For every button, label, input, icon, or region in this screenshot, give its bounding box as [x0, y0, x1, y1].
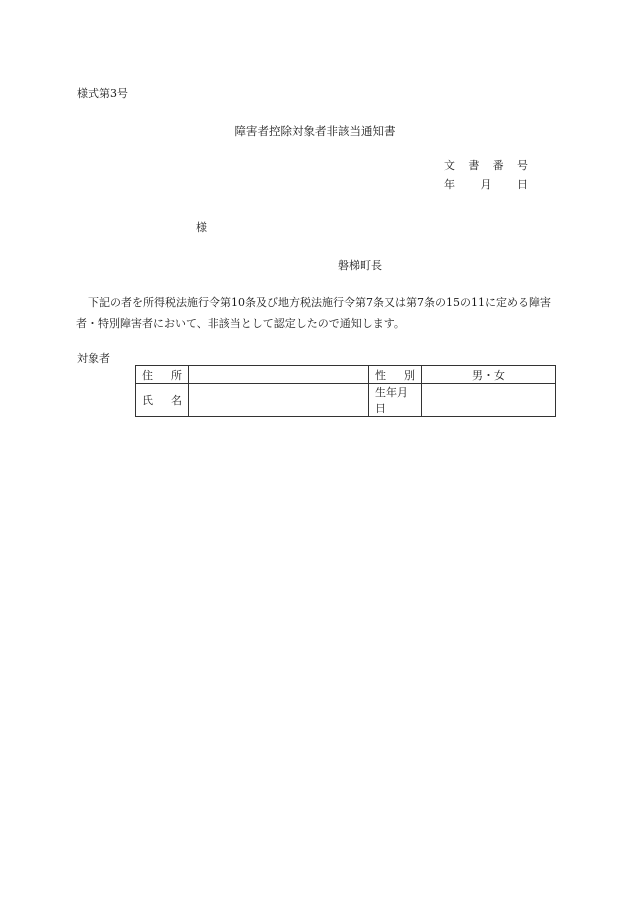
address-label-cell [136, 366, 189, 384]
doc-number-char: 番 [492, 159, 504, 172]
notice-body: 下記の者を所得税法施行令第10条及び地方税法施行令第7条又は第7条の15の11に定める障害者・特別障害者において、非該当として認定したので通知します。 [76, 296, 551, 330]
name-label-char: 名 [171, 394, 182, 407]
sex-value-cell[interactable]: 男・女 [422, 366, 556, 384]
target-info-table [135, 365, 556, 417]
form-number: 様式第3号 [77, 87, 128, 100]
name-value-cell[interactable] [189, 384, 369, 417]
document-number-row [444, 160, 528, 171]
sex-label-char: 性 [375, 368, 386, 382]
sex-label-cell [369, 366, 422, 384]
date-month: 月 [480, 178, 492, 191]
target-label: 対象者 [77, 352, 110, 365]
birth-label-cell: 生年月日 [369, 384, 422, 417]
document-number-block [444, 160, 528, 190]
date-row [444, 179, 528, 190]
document-title: 障害者控除対象者非該当通知書 [234, 124, 396, 138]
name-label-char: 氏 [142, 394, 153, 407]
doc-number-char: 号 [516, 159, 528, 172]
doc-number-char: 文 [444, 159, 455, 172]
address-label-char: 住 [142, 368, 153, 382]
name-label-cell [136, 384, 189, 417]
date-year: 年 [444, 178, 455, 191]
doc-number-char: 書 [468, 159, 480, 172]
date-day: 日 [517, 178, 528, 191]
table-row [136, 384, 556, 417]
table-row [136, 366, 556, 384]
address-value-cell[interactable] [189, 366, 369, 384]
addressee-suffix: 様 [196, 221, 207, 234]
birth-value-cell[interactable] [422, 384, 556, 417]
address-label-char: 所 [171, 368, 182, 382]
issuer-name: 磐梯町長 [338, 259, 382, 272]
sex-label-char: 別 [404, 368, 415, 382]
